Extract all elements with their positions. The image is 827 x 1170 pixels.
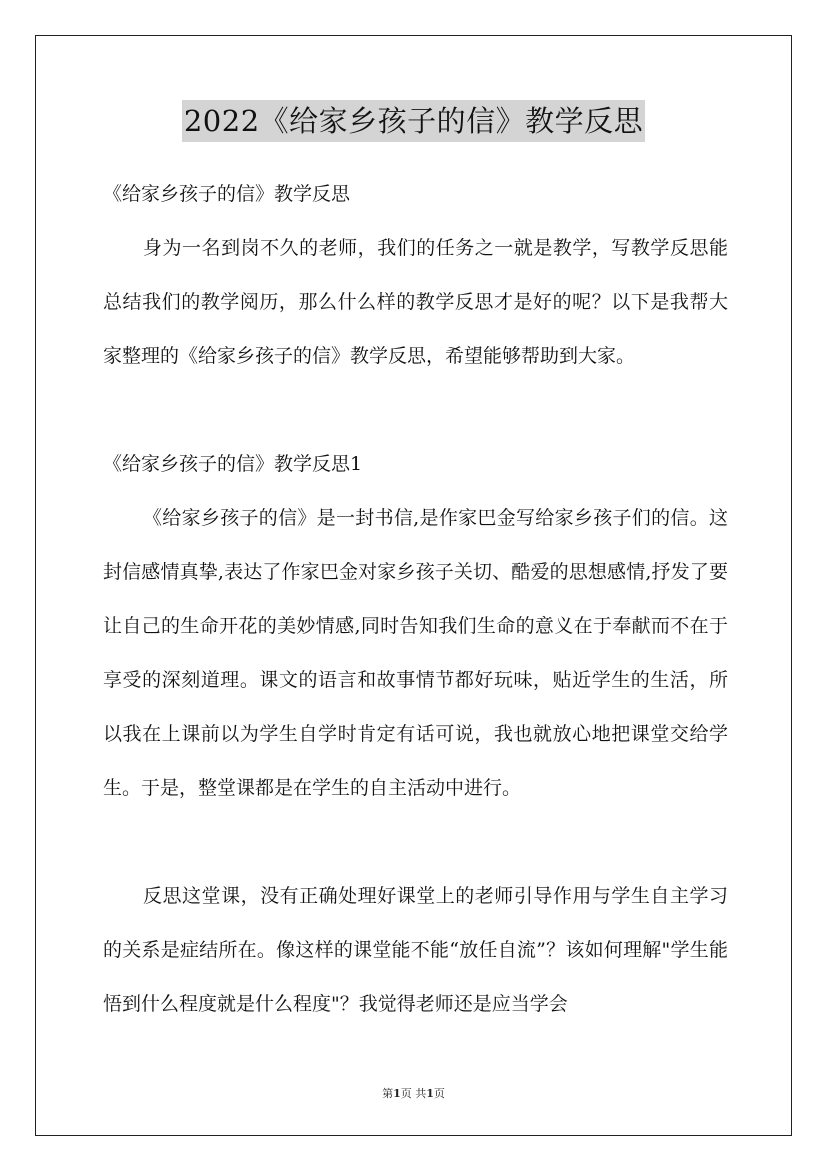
footer-prefix: 第	[382, 1087, 394, 1100]
body-paragraph-2: 反思这堂课，没有正确处理好课堂上的老师引导作用与学生自主学习的关系是症结所在。像这样的课堂能不能“放任自流”？该如何理解"学生能悟到什么程度就是什么程度"？我觉得老师还是应当学会	[103, 885, 728, 1015]
footer-middle: 页 共	[400, 1087, 427, 1100]
footer-page-total: 1	[426, 1087, 434, 1100]
page-footer	[0, 1085, 827, 1101]
document-title: 2022《给家乡孩子的信》教学反思	[182, 100, 645, 142]
document-title-wrapper	[0, 100, 827, 142]
subtitle-paragraph: 《给家乡孩子的信》教学反思	[103, 183, 351, 205]
intro-paragraph: 身为一名到岗不久的老师，我们的任务之一就是教学，写教学反思能总结我们的教学阅历，那么什么样的教学反思才是好的呢？以下是我帮大家整理的《给家乡孩子的信》教学反思，希望能够帮助到大家。	[103, 237, 728, 367]
section-heading: 《给家乡孩子的信》教学反思1	[103, 453, 363, 475]
footer-page-number: 1	[393, 1087, 401, 1100]
body-paragraph-1: 《给家乡孩子的信》是一封书信,是作家巴金写给家乡孩子们的信。这封信感情真挚,表达了作家巴金对家乡孩子关切、酷爱的思想感情,抒发了要让自己的生命开花的美妙情感,同时告知我们生命的意义在于奉献而不在于享受的深刻道理。课文的语言和故事情节都好玩味，贴近学生的生活，所以我在上课前以为学生自学时肯定有话可说，我也就放心地把课堂交给学生。于是，整堂课都是在学生的自主活动中进行。	[103, 507, 728, 799]
footer-suffix: 页	[433, 1087, 445, 1100]
